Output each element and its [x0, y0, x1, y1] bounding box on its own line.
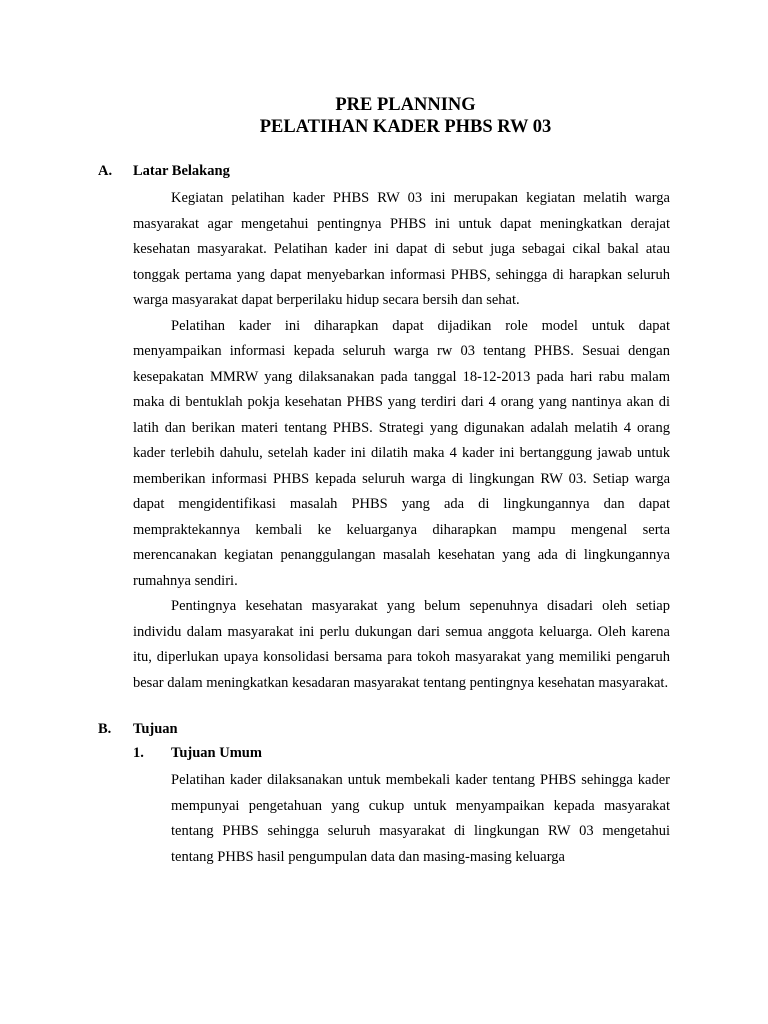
- section-b-title: Tujuan: [133, 721, 178, 737]
- paragraph-2: Pelatihan kader ini diharapkan dapat dijadikan role model untuk dapat menyampaikan informasi kepada seluruh warga rw 03 tentang PHBS. Sesuai dengan kesepakatan MMRW yang dilaksanakan pada tanggal 18-12-2013 pada hari rabu malam maka di bentuklah pokja kesehatan PHBS yang terdiri dari 4 orang yang nantinya akan di latih dan berikan materi tentang PHBS. Strategi yang digunakan adalah melatih 4 orang kader terlebih dahulu, setelah kader ini dilatih maka 4 kader ini bertanggung jawab untuk memberikan informasi PHBS kepada seluruh warga di lingkungan RW 03. Setiap warga dapat mengidentifikasi masalah PHBS yang ada di lingkungannya dan dapat mempraktekannya kembali ke keluarganya diharapkan mampu mengenal serta merencanakan kegiatan penanggulangan masalah kesehatan yang ada di lingkungannya rumahnya sendiri.: [133, 317, 670, 589]
- subsection-1-heading: [133, 744, 670, 762]
- section-b-heading: [98, 720, 670, 738]
- subsection-1-title: Tujuan Umum: [171, 745, 262, 761]
- document-title-line-1: PRE PLANNING: [335, 95, 476, 115]
- title-block: [133, 94, 670, 138]
- section-spacer: [133, 696, 670, 720]
- section-a-title: Latar Belakang: [133, 163, 230, 179]
- subsection-1-number: 1.: [133, 745, 144, 761]
- paragraph-3: Pentingnya kesehatan masyarakat yang belum sepenuhnya disadari oleh setiap individu dalam masyarakat ini perlu dukungan dari semua anggota keluarga. Oleh karena itu, diperlukan upaya konsolidasi bersama para tokoh masyarakat yang memiliki pengaruh besar dalam meningkatkan kesadaran masyarakat tentang pentingnya kesehatan masyarakat.: [133, 598, 670, 691]
- section-tujuan: [98, 720, 670, 870]
- document-title-line-2: PELATIHAN KADER PHBS RW 03: [259, 117, 552, 137]
- paragraph-1: Kegiatan pelatihan kader PHBS RW 03 ini merupakan kegiatan melatih warga masyarakat agar mengetahui pentingnya PHBS ini untuk dapat meningkatkan derajat kesehatan masyarakat. Pelatihan kader ini dapat di sebut juga sebagai cikal bakal atau tonggak pertama yang dapat menyebarkan informasi PHBS, sehingga di harapkan seluruh warga masyarakat dapat berperilaku hidup secara bersih dan sehat.: [133, 190, 670, 308]
- section-a-heading: [98, 162, 670, 180]
- section-a-letter: A.: [98, 163, 113, 179]
- subsection-1-paragraph: Pelatihan kader dilaksanakan untuk membekali kader tentang PHBS sehingga kader mempunyai pengetahuan yang cukup untuk menyampaikan kepada masyarakat tentang PHBS sehingga seluruh masyarakat di lingkungan RW 03 mengetahui tentang PHBS hasil pengumpulan data dan masing-masing keluarga: [171, 772, 670, 865]
- section-latar-belakang: [98, 162, 670, 696]
- section-b-letter: B.: [98, 721, 112, 737]
